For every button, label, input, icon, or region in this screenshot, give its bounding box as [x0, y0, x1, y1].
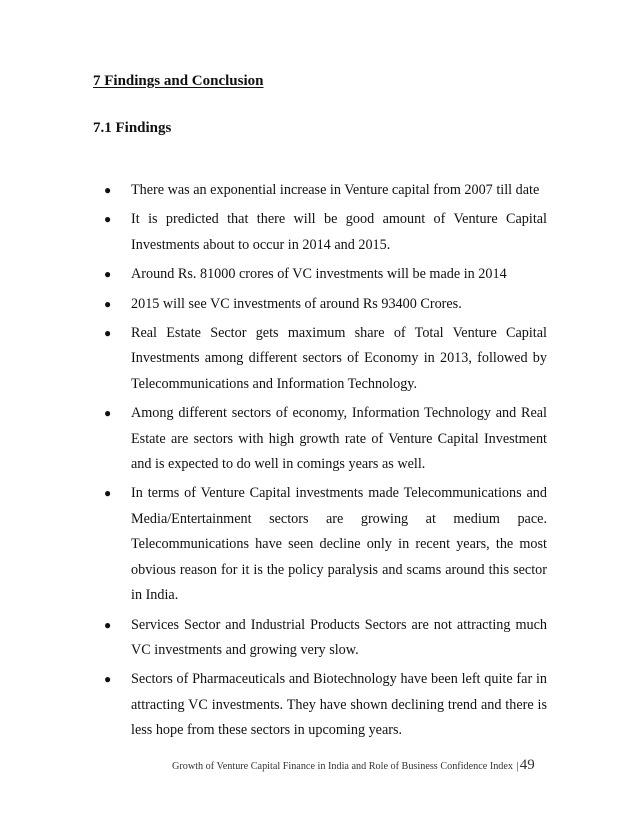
list-item — [97, 207, 547, 258]
bullet-icon: ● — [104, 267, 112, 282]
section-title: 7 Findings and Conclusion — [93, 73, 264, 89]
bullet-icon: ● — [104, 183, 112, 197]
page-number: 49 — [519, 757, 535, 773]
list-item — [97, 613, 547, 664]
finding-text: Sectors of Pharmaceuticals and Biotechnology have been left quite far in attracting VC investments. They have shown declining trend and there is less hope from these sectors in upcoming years. — [131, 671, 547, 739]
bullet-icon: ● — [104, 486, 112, 501]
list-item — [97, 292, 547, 317]
finding-text: There was an exponential increase in Venture capital from 2007 till date — [131, 182, 540, 198]
footer-title: Growth of Venture Capital Finance in India and Role of Business Confidence Index — [172, 761, 514, 772]
finding-text: Services Sector and Industrial Products Sectors are not attracting much VC investments and growing very slow. — [131, 616, 547, 658]
finding-text: Real Estate Sector gets maximum share of Total Venture Capital Investments among different sectors of Economy in 2013, followed by Telecommunications and Information Technology. — [131, 325, 547, 392]
list-item — [97, 481, 547, 608]
list-item — [97, 401, 547, 477]
list-item — [97, 667, 547, 743]
page-footer — [172, 757, 535, 774]
list-item — [97, 262, 547, 287]
list-item — [97, 321, 547, 397]
bullet-icon: ● — [104, 296, 112, 311]
bullet-icon: ● — [104, 672, 112, 687]
finding-text: Around Rs. 81000 crores of VC investments will be made in 2014 — [131, 266, 507, 283]
bullet-icon: ● — [104, 326, 112, 341]
bullet-icon: ● — [104, 617, 112, 632]
findings-list — [97, 178, 547, 748]
finding-text: Among different sectors of economy, Information Technology and Real Estate are sectors with high growth rate of Venture Capital Investment and is expected to do well in comings years as well. — [131, 405, 547, 473]
footer-separator: | — [516, 760, 519, 772]
finding-text: In terms of Venture Capital investments made Telecommunications and Media/Entertainment sectors are growing at medium pace. Telecommunications have seen decline only in recent years, the most obvious reason for it is the policy paralysis and scams around this sector in India. — [131, 485, 547, 604]
subsection-title: 7.1 Findings — [93, 120, 172, 136]
bullet-icon: ● — [104, 406, 112, 421]
bullet-icon: ● — [104, 212, 112, 227]
list-item — [97, 178, 547, 203]
finding-text: It is predicted that there will be good amount of Venture Capital Investments about to occur in 2014 and 2015. — [131, 211, 547, 253]
finding-text: 2015 will see VC investments of around Rs 93400 Crores. — [131, 295, 462, 312]
